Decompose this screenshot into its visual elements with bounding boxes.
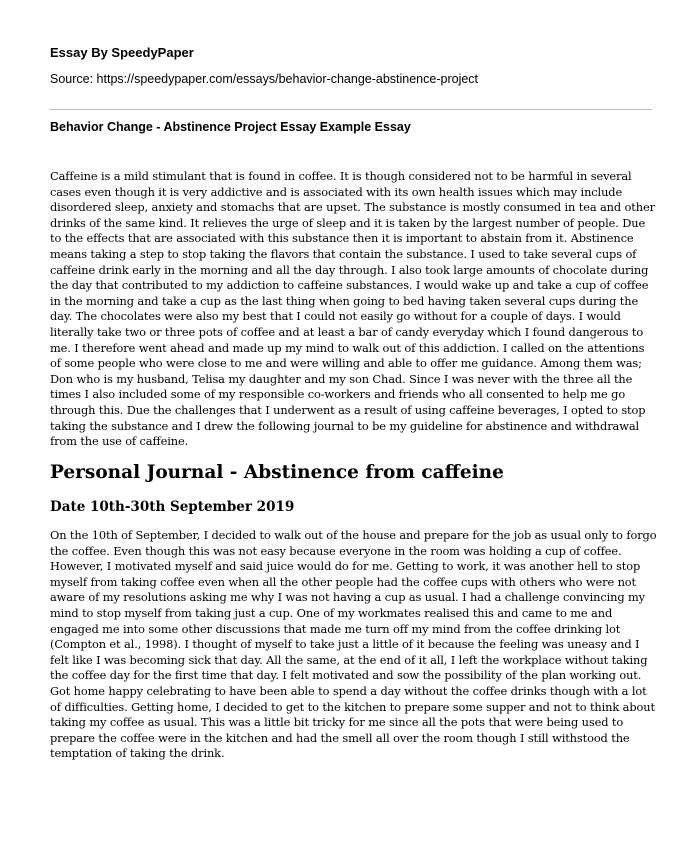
journal-paragraph: On the 10th of September, I decided to walk out of the house and prepare for the job as usual only to forgo the coffee. Even though this was not easy because everyone in the room was holding a cup of coffee. However, I motivated myself and said juice would do for me. Getting to work, it was another hell to stop myself from taking coffee even when all the other people had the coffee cups with others who were not aware of my resolutions asking me why I was not having a cup as usual. I had a challenge convincing my mind to stop myself from taking just a cup. One of my workmates realised this and came to me and engaged me into some other discussions that made me turn off my mind from the coffee drinking lot (Compton et al., 1998). I thought of myself to take just a little of it because the feeling was uneasy and I felt like I was becoming sick that day. All the same, at the end of it all, I left the workplace without taking the coffee day for the first time that day. I felt motivated and sow the possibility of the plan working out. Got home happy celebrating to have been able to spend a day without the coffee drinks though with a lot of difficulties. Getting home, I decided to get to the kitchen to prepare some supper and not to think about taking my coffee as usual. This was a little bit tricky for me since all the pots that were being used to prepare the coffee were in the kitchen and had the smell all over the room though I still withstood the temptation of taking the drink. [50,528,657,761]
intro-paragraph: Caffeine is a mild stimulant that is found in coffee. It is though considered not to be harmful in several cases even though it is very addictive and is associated with its own health issues which may include disordered sleep, anxiety and stomachs that are upset. The substance is mostly consumed in tea and other drinks of the same kind. It relieves the urge of sleep and it is taken by the largest number of people. Due to the effects that are associated with this substance then it is important to abstain from it. Abstinence means taking a step to stop taking the flavors that contain the substance. I used to take several cups of caffeine drink early in the morning and all the day through. I also took large amounts of chocolate during the day that contributed to my addiction to caffeine substances. I would wake up and take a cup of coffee in the morning and take a cup as the last thing when going to bed having taken several cups during the day. The chocolates were also my best that I could not easily go without for a couple of days. I would literally take two or three pots of coffee and at least a bar of candy everyday which I found dangerous to me. I therefore went ahead and made up my mind to walk out of this addiction. I called on the attentions of some people who were close to me and were willing and able to offer me guidance. Among them was; Don who is my husband, Telisa my daughter and my son Chad. Since I was never with the three all the times I also included some of my responsible co-workers and friends who all consented to help me go through this. Due the challenges that I underwent as a result of using caffeine beverages, I opted to stop taking the substance and I drew the following journal to be my guideline for abstinence and withdrawal from the use of caffeine. [50,169,655,449]
header-divider [50,109,652,110]
essay-title: Behavior Change - Abstinence Project Essay Example Essay [50,120,411,134]
section-heading: Personal Journal - Abstinence from caffeine [50,462,504,483]
brand-title: Essay By SpeedyPaper [50,45,194,60]
source-line: Source: https://speedypaper.com/essays/behavior-change-abstinence-project [50,72,479,86]
subsection-heading: Date 10th-30th September 2019 [50,499,295,515]
